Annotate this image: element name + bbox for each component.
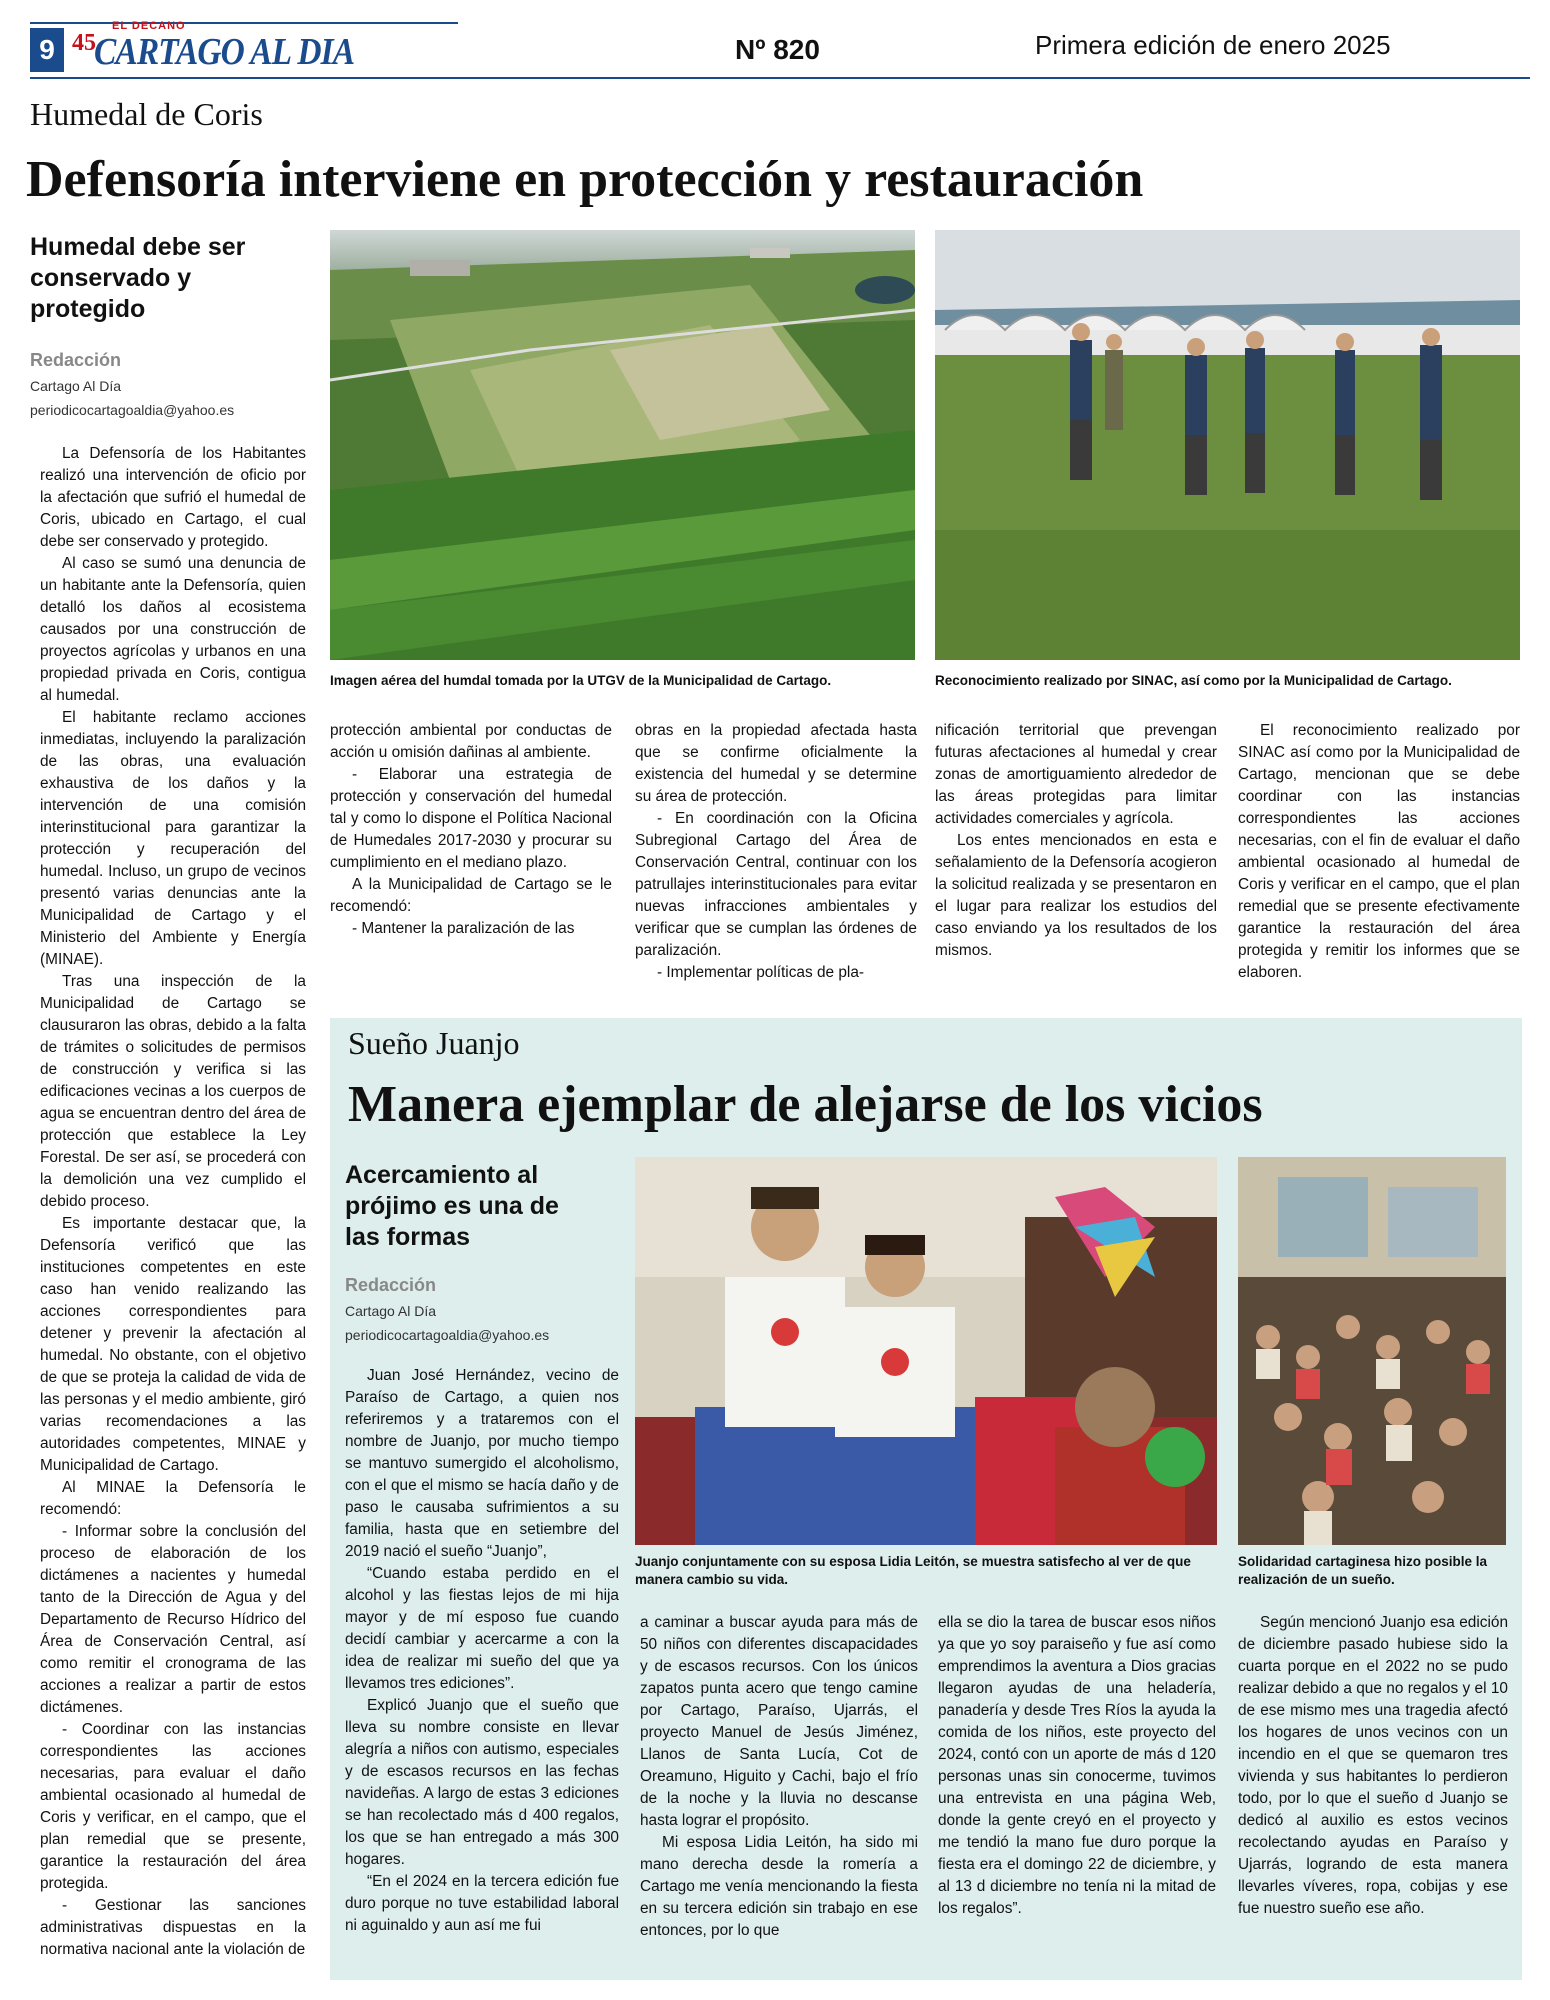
article1-kicker: Humedal de Coris	[30, 96, 263, 132]
paragraph: - Mantener la paralización de las	[352, 920, 575, 937]
article2-byline-org: Cartago Al Día	[345, 1303, 437, 1319]
article1-headline: Defensoría interviene en protección y restauración	[26, 151, 1144, 208]
paragraph: Tras una inspección de la Municipalidad de Cartago se clausuraron las obras, debido a la falta de trámites o solicitudes de permisos de construcción y verifica si las edificaciones vecinas a los cuerpos de agua se encuentran dentro del área de protección que establece la Ley Forestal. De ser así, se procederá con la demolición una vez cumplido el debido proceso.	[40, 973, 306, 1210]
page-number: 9	[30, 28, 64, 72]
edition-date: Primera edición de enero 2025	[1035, 30, 1391, 60]
newspaper-logo	[72, 20, 355, 76]
paragraph: ella se dio la tarea de buscar esos niños ya que yo soy paraiseño y fue así como emprendimos la aventura a Dios gracias llegaron ayudas de una heladería, panadería y desde Tres Ríos la ayuda la comida de los niños, este proyecto del 2024, contó con un aporte de más d 120 personas unas sin conocerme, tuvimos una entrevista en una página Web, donde la gente creyó en el proyecto y me tendió la mano fue duro porque la fiesta era el domingo 22 de diciembre, y al 13 d diciembre no tenía ni la mitad de los regalos”.	[938, 1614, 1216, 1917]
paragraph: El reconocimiento realizado por SINAC así como por la Municipalidad de Cartago, mencionan que se debe coordinar con las instancias correspondientes las acciones necesarias, con el fin de evaluar el daño ambiental ocasionado al humedal de Coris y verificar en el campo, que el plan remedial que se presente efectivamente garantice la restauración del área protegida y remitir los informes que se elaboren.	[1238, 722, 1520, 981]
children-party-photo	[1238, 1157, 1506, 1545]
article1-column-1	[40, 443, 306, 1961]
paragraph: Al MINAE la Defensoría le recomendó:	[40, 1479, 306, 1518]
paragraph: Según mencionó Juanjo esa edición de diciembre pasado hubiese sido la cuarta porque en el 2022 no se pudo realizar debido a que no regalos y el 10 de ese mismo mes una tragedia afectó los hogares de unos vecinos con un incendio en el que se quemaron tres vivienda y sus habitantes lo perdieron todo, por lo que el sueño d Juanjo se dedicó al auxilio es estos vecinos recolectando ayudas en Paraíso y Ujarrás, logrando de esta manera llevarles víveres, ropa, cobijas y ese fue nuestro sueño ese año.	[1238, 1614, 1508, 1917]
paragraph: Mi esposa Lidia Leitón, ha sido mi mano derecha desde la romería a Cartago me venía mencionando la fiesta en su tercera edición sin trabajo en ese entonces, por lo que	[640, 1834, 918, 1939]
article2-column-3	[938, 1612, 1216, 1920]
paragraph: Es importante destacar que, la Defensoría verificó que las instituciones competentes en este caso han venido realizando las acciones correspondientes para detener y prevenir la afectación al humedal. No obstante, con el objetivo de que se proteja la calidad de vida de las personas y el medio ambiente, giró varias recomendaciones a las autoridades competentes, MINAE y Municipalidad de Cartago.	[40, 1215, 306, 1474]
article2-column-4	[1238, 1612, 1508, 1920]
field-inspection-photo	[935, 230, 1520, 660]
paragraph: - En coordinación con la Oficina Subregional Cartago del Área de Conservación Central, continuar con los patrullajes interinstitucionales para evitar nuevas infracciones ambientales y verificar que se cumplan las órdenes de paralización.	[635, 810, 917, 959]
paragraph: - Elaborar una estrategia de protección y conservación del humedal tal y como lo dispone el Política Nacional de Humedales 2017-2030 y procurar su cumplimiento en el mediano plazo.	[330, 766, 612, 871]
paragraph: - Implementar políticas de pla-	[657, 964, 865, 981]
article1-column-5	[1238, 720, 1520, 984]
paragraph: protección ambiental por conductas de acción u omisión dañinas al ambiente.	[330, 722, 612, 761]
header-rule	[30, 77, 1530, 79]
aerial-wetland-photo	[330, 230, 915, 660]
paragraph: obras en la propiedad afectada hasta que se confirme oficialmente la existencia del humedal y se determine su área de protección.	[635, 722, 917, 805]
aerial-photo-caption: Imagen aérea del humdal tomada por la UTGV de la Municipalidad de Cartago.	[330, 673, 832, 688]
juanjo-couple-photo	[635, 1157, 1217, 1545]
field-photo-caption: Reconocimiento realizado por SINAC, así como por la Municipalidad de Cartago.	[935, 673, 1452, 688]
article1-byline-email: periodicocartagoaldia@yahoo.es	[30, 402, 235, 418]
logo-anniversary-number: 45	[72, 30, 96, 56]
article2-column-2	[640, 1612, 918, 1942]
paragraph: La Defensoría de los Habitantes realizó una intervención de oficio por la afectación que sufrió el humedal de Coris, ubicado en Cartago, el cual debe ser conservado y protegido.	[40, 445, 306, 550]
issue-number: Nº 820	[735, 34, 820, 65]
paragraph: El habitante reclamo acciones inmediatas, incluyendo la paralización de las obras, una evaluación exhaustiva de los daños y la intervención de una comisión interinstitucional para garantizar la protección y recuperación del humedal. Incluso, un grupo de vecinos presentó varias denuncias ante la Municipalidad de Cartago y el Ministerio del Ambiente y Energía (MINAE).	[40, 709, 306, 968]
party-photo-caption: Solidaridad cartaginesa hizo posible la realización de un sueño.	[1238, 1554, 1488, 1587]
paragraph: “Cuando estaba perdido en el alcohol y las fiestas lejos de mi hija mayor y de mí esposo fue cuando decidí cambiar y acercarme a con la idea de realizar mi sueño del que ya llevamos tres ediciones”.	[345, 1565, 619, 1692]
article1-byline-name: Redacción	[30, 350, 122, 370]
article1-column-4	[935, 720, 1217, 962]
article1-byline-org: Cartago Al Día	[30, 378, 122, 394]
article1-column-2	[330, 720, 612, 940]
paragraph: A la Municipalidad de Cartago se le recomendó:	[330, 876, 612, 915]
paragraph: Al caso se sumó una denuncia de un habitante ante la Defensoría, quien detalló los daños al ecosistema causados por una construcción de proyectos agrícolas y urbanos en una propiedad privada en Coris, contigua al humedal.	[40, 555, 306, 704]
paragraph: - Informar sobre la conclusión del proceso de elaboración de los dictámenes a nacientes y humedal tanto de la Dirección de Agua y del Departamento de Recurso Hídrico del Área de Conservación Central, así como remitir el cronograma de las acciones a realizar a partir de estos dictámenes.	[40, 1523, 306, 1716]
article2-column-1	[345, 1365, 619, 1937]
paragraph: - Coordinar con las instancias correspondientes las acciones necesarias, para evaluar el daño ambiental ocasionado al humedal de Coris y verificar, en el campo, que el plan remedial que se presente, garantice la restauración del área protegida.	[40, 1721, 306, 1892]
article2-byline-name: Redacción	[345, 1275, 437, 1295]
paragraph: a caminar a buscar ayuda para más de 50 niños con diferentes discapacidades y de escasos recursos. Con los únicos zapatos punta acero que tengo camine por Cartago, Paraíso, Ujarrás, el proyecto Manuel de Jesús Jiménez, Llanos de Santa Lucía, Cot de Oreamuno, Higuito y Cachi, bajo el frío de la noche y la lluvia no descanse hasta lograr el propósito.	[640, 1614, 918, 1829]
article2-headline: Manera ejemplar de alejarse de los vicios	[348, 1076, 1263, 1133]
article2-byline-email: periodicocartagoaldia@yahoo.es	[345, 1327, 550, 1343]
article1-column-3	[635, 720, 917, 984]
paragraph: “En el 2024 en la tercera edición fue duro porque no tuve estabilidad laboral ni aguinaldo y aun así me fui	[345, 1873, 619, 1934]
couple-photo-caption: Juanjo conjuntamente con su esposa Lidia Leitón, se muestra satisfecho al ver de que manera cambio su vida.	[635, 1554, 1191, 1587]
article1-subhead: Humedal debe ser conservado y protegido	[30, 233, 246, 323]
logo-tagline: EL DECANO	[112, 20, 186, 32]
paragraph: nificación territorial que prevengan futuras afectaciones al humedal y crear zonas de amortiguamiento alrededor de las áreas protegidas para limitar actividades comerciales y agrícola.	[935, 722, 1217, 827]
logo-name: CARTAGO AL DIA	[94, 31, 355, 73]
paragraph: - Gestionar las sanciones administrativas dispuestas en la normativa nacional ante la violación de	[40, 1897, 306, 1958]
paragraph: Los entes mencionados en esta e señalamiento de la Defensoría acogieron la solicitud realizada y se presentaron en el lugar para realizar los estudios del caso enviando ya los resultados de los mismos.	[935, 832, 1217, 959]
paragraph: Juan José Hernández, vecino de Paraíso de Cartago, a quien nos referiremos y a trataremos con el nombre de Juanjo, por mucho tiempo se mantuvo sumergido el alcoholismo, con el que el mismo se hacía daño y de paso le causaba sufrimientos a su familia, hasta que en setiembre del 2019 nació el sueño “Juanjo”,	[345, 1367, 619, 1560]
article2-subhead: Acercamiento al prójimo es una de las formas	[345, 1161, 559, 1251]
paragraph: Explicó Juanjo que el sueño que lleva su nombre consiste en llevar alegría a niños con autismo, especiales y de escasos recursos en las fechas navideñas. A largo de estas 3 ediciones se han recolectado más d 400 regalos, los que se han entregado a más 300 hogares.	[345, 1697, 619, 1868]
article2-kicker: Sueño Juanjo	[348, 1025, 520, 1061]
